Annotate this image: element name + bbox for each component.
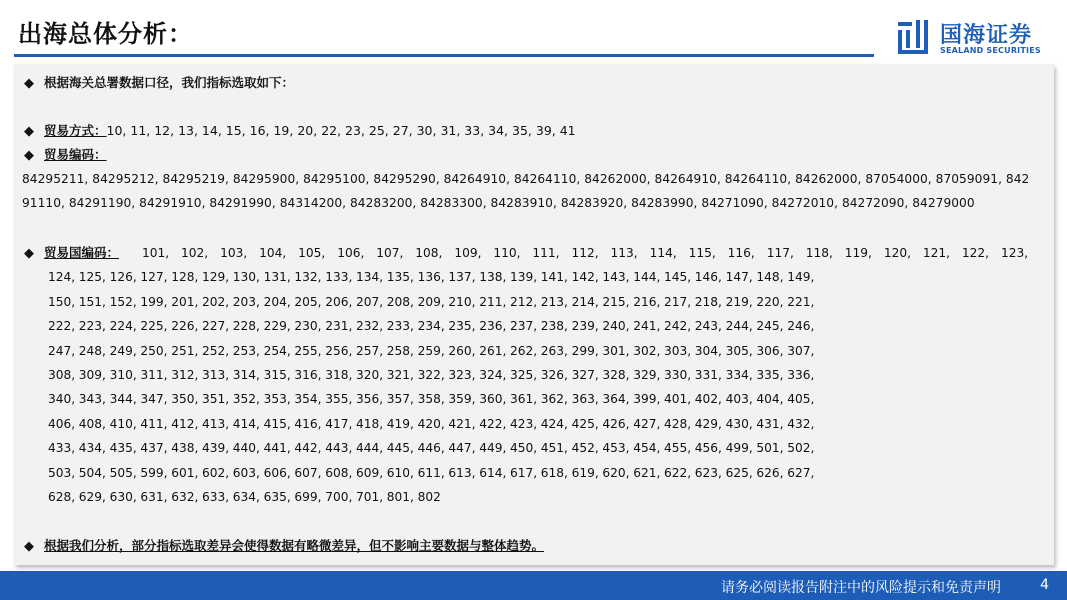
- country-code: 234,: [417, 319, 445, 334]
- analysis-note-text: 根据我们分析，部分指标选取差异会使得数据有略微差异，但不影响主要数据与整体趋势。: [44, 538, 545, 553]
- country-code: 257,: [356, 343, 384, 358]
- country-code: 216,: [633, 294, 661, 309]
- country-code: 149,: [787, 270, 815, 285]
- country-code: 326,: [540, 368, 568, 382]
- trade-mode-label: 贸易方式：: [44, 123, 107, 138]
- country-code: 306,: [756, 343, 784, 358]
- country-code: 425,: [571, 416, 599, 431]
- country-code: 413,: [202, 416, 230, 431]
- country-code: 231,: [325, 319, 353, 334]
- country-code: 418,: [356, 416, 384, 431]
- country-code: 353,: [263, 392, 291, 407]
- country-code: 259,: [417, 343, 445, 358]
- country-code: 112,: [571, 246, 599, 260]
- country-code: 447,: [448, 441, 476, 456]
- country-code: 503,: [48, 465, 76, 480]
- country-code: 633,: [202, 490, 230, 504]
- country-code: 101,: [142, 246, 170, 260]
- country-code: 263,: [540, 343, 568, 358]
- country-code: 456,: [694, 441, 722, 456]
- country-code: 610,: [386, 465, 414, 480]
- country-code: 120,: [883, 246, 911, 260]
- country-code: 502,: [787, 441, 815, 456]
- country-code: 601,: [171, 465, 199, 480]
- country-code: 361,: [510, 392, 538, 407]
- country-code: 350,: [171, 392, 199, 407]
- country-code: 416,: [294, 416, 322, 431]
- country-code: 106,: [337, 246, 365, 260]
- country-code: 329,: [633, 368, 661, 382]
- country-code: 629,: [78, 490, 106, 504]
- country-code: 316,: [294, 368, 322, 382]
- country-code: 430,: [725, 416, 753, 431]
- country-code: 617,: [510, 465, 538, 480]
- bullet-analysis-note: [24, 537, 544, 556]
- country-code: 432,: [787, 416, 815, 431]
- country-code: 261,: [479, 343, 507, 358]
- country-code: 419,: [386, 416, 414, 431]
- country-code: 122,: [961, 246, 990, 260]
- country-code: 320,: [356, 368, 384, 382]
- country-code: 325,: [510, 368, 538, 382]
- country-code: 135,: [386, 270, 414, 285]
- country-code: 443,: [325, 441, 353, 456]
- country-code: 363,: [571, 392, 599, 407]
- country-code: 301,: [602, 343, 630, 358]
- country-code: 203,: [232, 294, 260, 309]
- trade-mode-values: 10, 11, 12, 13, 14, 15, 16, 19, 20, 22, 23, 25, 27, 30, 31, 33, 34, 35, 39, 41: [106, 123, 576, 138]
- country-code: 420,: [417, 416, 445, 431]
- country-code: 148,: [756, 270, 784, 285]
- country-code: 225,: [140, 319, 168, 334]
- country-code: 313,: [202, 368, 230, 382]
- bullet-text: 根据海关总署数据口径，我们指标选取如下：: [44, 75, 295, 90]
- country-code: 139,: [510, 270, 538, 285]
- country-code: 433,: [48, 441, 76, 456]
- country-code: 102,: [181, 246, 209, 260]
- country-code: 128,: [171, 270, 199, 285]
- country-code: 151,: [78, 294, 106, 309]
- country-code: 235,: [448, 319, 476, 334]
- country-code: 351,: [202, 392, 230, 407]
- country-code: 133,: [325, 270, 353, 285]
- country-code: 236,: [479, 319, 507, 334]
- country-code: 603,: [232, 465, 260, 480]
- country-code: 240,: [602, 319, 630, 334]
- country-code: 347,: [140, 392, 168, 407]
- country-code: 340,: [48, 392, 76, 407]
- country-code: 127,: [140, 270, 168, 285]
- country-code: 437,: [140, 441, 168, 456]
- country-code: 414,: [232, 416, 260, 431]
- country-code: 104,: [259, 246, 287, 260]
- country-code: 222,: [48, 319, 76, 334]
- country-code: 621,: [633, 465, 661, 480]
- country-code: 618,: [540, 465, 568, 480]
- country-code: 358,: [417, 392, 445, 407]
- country-code: 249,: [109, 343, 137, 358]
- country-code: 628,: [48, 490, 76, 504]
- diamond-bullet-icon: ◆: [24, 124, 34, 139]
- country-code: 445,: [386, 441, 414, 456]
- country-code: 143,: [602, 270, 630, 285]
- country-code: 405,: [787, 392, 815, 407]
- country-code: 429,: [694, 416, 722, 431]
- country-code: 223,: [78, 319, 106, 334]
- footer-disclaimer: 请务必阅读报告附注中的风险提示和免责声明: [721, 580, 1001, 596]
- country-code: 362,: [540, 392, 568, 407]
- country-code: 132,: [294, 270, 322, 285]
- company-logo: [896, 16, 1056, 60]
- country-code: 303,: [664, 343, 692, 358]
- country-code: 439,: [202, 441, 230, 456]
- country-code: 626,: [756, 465, 784, 480]
- country-code: 434,: [78, 441, 106, 456]
- country-code: 125,: [78, 270, 106, 285]
- country-code: 245,: [756, 319, 784, 334]
- country-code: 308,: [48, 368, 76, 382]
- country-code: 321,: [386, 368, 414, 382]
- country-code: 630,: [109, 490, 137, 504]
- country-code: 428,: [664, 416, 692, 431]
- country-code-label: 贸易国编码：: [44, 245, 120, 260]
- country-code: 304,: [694, 343, 722, 358]
- country-code: 802: [417, 490, 441, 504]
- country-code: 228,: [232, 319, 260, 334]
- country-code: 315,: [263, 368, 291, 382]
- country-code: 634,: [232, 490, 260, 504]
- country-code: 108,: [415, 246, 443, 260]
- country-code: 401,: [664, 392, 692, 407]
- country-code: 141,: [540, 270, 568, 285]
- country-code: 113,: [610, 246, 638, 260]
- bullet-trade-mode: [24, 122, 576, 141]
- logo-text-cn: 国海证券: [940, 23, 1033, 48]
- country-code: 244,: [725, 319, 753, 334]
- trade-code-label: 贸易编码：: [44, 147, 107, 162]
- country-code: 145,: [664, 270, 692, 285]
- bullet-data-source: [24, 74, 294, 93]
- country-code: 150,: [48, 294, 76, 309]
- country-code: 330,: [664, 368, 692, 382]
- country-code: 146,: [694, 270, 722, 285]
- country-code: 299,: [571, 343, 599, 358]
- country-code: 119,: [844, 246, 872, 260]
- country-code: 450,: [510, 441, 538, 456]
- country-code: 318,: [325, 368, 353, 382]
- country-code: 311,: [140, 368, 168, 382]
- country-code: 453,: [602, 441, 630, 456]
- country-code: 256,: [325, 343, 353, 358]
- country-code: 335,: [756, 368, 784, 382]
- country-code: 213,: [540, 294, 568, 309]
- country-code: 623,: [694, 465, 722, 480]
- country-code: 248,: [78, 343, 106, 358]
- country-code: 620,: [602, 465, 630, 480]
- country-code: 252,: [202, 343, 230, 358]
- country-code: 202,: [202, 294, 230, 309]
- country-code: 412,: [171, 416, 199, 431]
- country-code: 242,: [664, 319, 692, 334]
- country-code: 357,: [386, 392, 414, 407]
- country-code: 111,: [532, 246, 560, 260]
- country-code: 129,: [202, 270, 230, 285]
- country-code: 134,: [356, 270, 384, 285]
- trade-code-line-1: 84295211, 84295212, 84295219, 84295900, 84295100, 84295290, 84264910, 84264110, 84262000, 84264910, 84264110, 84262000, 87054000, 87059091, 842: [22, 172, 1030, 186]
- country-code: 402,: [694, 392, 722, 407]
- country-code: 455,: [664, 441, 692, 456]
- country-code: 201,: [171, 294, 199, 309]
- country-code: 406,: [48, 416, 76, 431]
- country-code: 631,: [140, 490, 168, 504]
- country-code: 438,: [171, 441, 199, 456]
- country-code: 426,: [602, 416, 630, 431]
- country-code: 701,: [356, 490, 384, 504]
- country-code: 136,: [417, 270, 445, 285]
- country-code: 130,: [232, 270, 260, 285]
- country-code: 126,: [109, 270, 137, 285]
- country-code: 327,: [571, 368, 599, 382]
- country-code: 118,: [805, 246, 833, 260]
- country-code: 314,: [232, 368, 260, 382]
- country-code: 609,: [356, 465, 384, 480]
- bullet-trade-code: [24, 146, 107, 165]
- country-code: 627,: [787, 465, 815, 480]
- country-code: 599,: [140, 465, 168, 480]
- country-code: 505,: [109, 465, 137, 480]
- country-code: 116,: [727, 246, 755, 260]
- country-code: 411,: [140, 416, 168, 431]
- country-code: 619,: [571, 465, 599, 480]
- country-code: 227,: [202, 319, 230, 334]
- country-code: 404,: [756, 392, 784, 407]
- country-code: 207,: [356, 294, 384, 309]
- country-code: 446,: [417, 441, 445, 456]
- country-code: 700,: [325, 490, 353, 504]
- country-code: 230,: [294, 319, 322, 334]
- country-code: 212,: [510, 294, 538, 309]
- country-code: 262,: [510, 343, 538, 358]
- country-code: 504,: [78, 465, 106, 480]
- country-code: 449,: [479, 441, 507, 456]
- country-code: 440,: [232, 441, 260, 456]
- country-code: 233,: [386, 319, 414, 334]
- page-title: 出海总体分析：: [18, 20, 193, 48]
- diamond-bullet-icon: ◆: [24, 76, 34, 91]
- country-code: 107,: [376, 246, 404, 260]
- country-code: 123,: [1000, 246, 1029, 260]
- country-code: 328,: [602, 368, 630, 382]
- country-code: 205,: [294, 294, 322, 309]
- country-code: 442,: [294, 441, 322, 456]
- country-code: 218,: [694, 294, 722, 309]
- country-code: 250,: [140, 343, 168, 358]
- country-code: 217,: [664, 294, 692, 309]
- content-panel: [14, 64, 1054, 565]
- country-code: 210,: [448, 294, 476, 309]
- country-code: 613,: [448, 465, 476, 480]
- country-code: 309,: [78, 368, 106, 382]
- country-code: 410,: [109, 416, 137, 431]
- country-code: 422,: [479, 416, 507, 431]
- country-code: 254,: [263, 343, 291, 358]
- country-code: 699,: [294, 490, 322, 504]
- country-code: 334,: [725, 368, 753, 382]
- country-code: 501,: [756, 441, 784, 456]
- country-code: 356,: [356, 392, 384, 407]
- country-code: 109,: [454, 246, 482, 260]
- country-code: 632,: [171, 490, 199, 504]
- country-code: 110,: [493, 246, 521, 260]
- country-code: 247,: [48, 343, 76, 358]
- country-code: 625,: [725, 465, 753, 480]
- country-code: 360,: [479, 392, 507, 407]
- country-code: 310,: [109, 368, 137, 382]
- country-code: 323,: [448, 368, 476, 382]
- country-code: 238,: [540, 319, 568, 334]
- country-code: 331,: [694, 368, 722, 382]
- country-code: 352,: [232, 392, 260, 407]
- country-code: 142,: [571, 270, 599, 285]
- country-code: 237,: [510, 319, 538, 334]
- country-code: 431,: [756, 416, 784, 431]
- country-code: 253,: [232, 343, 260, 358]
- country-code: 258,: [386, 343, 414, 358]
- country-code: 454,: [633, 441, 661, 456]
- country-code: 115,: [688, 246, 716, 260]
- country-code: 415,: [263, 416, 291, 431]
- country-code: 229,: [263, 319, 291, 334]
- country-code: 427,: [633, 416, 661, 431]
- country-code: 243,: [694, 319, 722, 334]
- country-code: 241,: [633, 319, 661, 334]
- country-code: 221,: [787, 294, 815, 309]
- country-code: 255,: [294, 343, 322, 358]
- country-code: 336,: [787, 368, 815, 382]
- country-code: 801,: [386, 490, 414, 504]
- country-code: 354,: [294, 392, 322, 407]
- country-code: 103,: [220, 246, 248, 260]
- country-code: 147,: [725, 270, 753, 285]
- diamond-bullet-icon: ◆: [24, 246, 34, 261]
- country-code: 608,: [325, 465, 353, 480]
- footer-bar: [0, 571, 1067, 600]
- country-code: 343,: [78, 392, 106, 407]
- country-code: 421,: [448, 416, 476, 431]
- country-code: 219,: [725, 294, 753, 309]
- country-code: 359,: [448, 392, 476, 407]
- country-code: 302,: [633, 343, 661, 358]
- country-code: 131,: [263, 270, 291, 285]
- country-code: 417,: [325, 416, 353, 431]
- country-code: 614,: [479, 465, 507, 480]
- country-code: 305,: [725, 343, 753, 358]
- country-code: 408,: [78, 416, 106, 431]
- country-code: 226,: [171, 319, 199, 334]
- country-code: 322,: [417, 368, 445, 382]
- country-code: 403,: [725, 392, 753, 407]
- country-code: 124,: [48, 270, 76, 285]
- logo-text-en: SEALAND SECURITIES: [940, 46, 1041, 55]
- country-code: 622,: [664, 465, 692, 480]
- country-code: 399,: [633, 392, 661, 407]
- country-code: 611,: [417, 465, 445, 480]
- country-code: 239,: [571, 319, 599, 334]
- country-code: 114,: [649, 246, 677, 260]
- bullet-country-code: [24, 244, 119, 263]
- country-code: 444,: [356, 441, 384, 456]
- country-code: 211,: [479, 294, 507, 309]
- country-code: 215,: [602, 294, 630, 309]
- trade-code-line-2: 91110, 84291190, 84291910, 84291990, 84314200, 84283200, 84283300, 84283910, 84283920, 84283990, 84271090, 84272010, 84272090, 84279000: [22, 196, 975, 210]
- country-code: 121,: [922, 246, 950, 260]
- country-code: 452,: [571, 441, 599, 456]
- country-code: 451,: [540, 441, 568, 456]
- country-code: 117,: [766, 246, 794, 260]
- country-code: 137,: [448, 270, 476, 285]
- country-code: 208,: [386, 294, 414, 309]
- country-code: 344,: [109, 392, 137, 407]
- country-code: 251,: [171, 343, 199, 358]
- country-code: 209,: [417, 294, 445, 309]
- country-code: 144,: [633, 270, 661, 285]
- country-code: 199,: [140, 294, 168, 309]
- sealand-logo-icon: [896, 18, 934, 56]
- country-code: 307,: [787, 343, 815, 358]
- country-code: 423,: [510, 416, 538, 431]
- country-code: 607,: [294, 465, 322, 480]
- country-code: 152,: [109, 294, 137, 309]
- country-code: 635,: [263, 490, 291, 504]
- country-code: 355,: [325, 392, 353, 407]
- title-underline: [14, 54, 874, 57]
- country-code: 606,: [263, 465, 291, 480]
- country-code: 220,: [756, 294, 784, 309]
- country-code: 246,: [787, 319, 815, 334]
- country-code: 312,: [171, 368, 199, 382]
- page-number: 4: [1040, 577, 1049, 593]
- diamond-bullet-icon: ◆: [24, 539, 34, 554]
- country-code: 232,: [356, 319, 384, 334]
- country-code: 364,: [602, 392, 630, 407]
- country-code: 105,: [298, 246, 326, 260]
- country-code: 138,: [479, 270, 507, 285]
- country-code: 602,: [202, 465, 230, 480]
- country-code: 324,: [479, 368, 507, 382]
- country-code: 441,: [263, 441, 291, 456]
- country-code: 424,: [540, 416, 568, 431]
- diamond-bullet-icon: ◆: [24, 148, 34, 163]
- country-code: 214,: [571, 294, 599, 309]
- country-code: 224,: [109, 319, 137, 334]
- country-code: 204,: [263, 294, 291, 309]
- country-code: 499,: [725, 441, 753, 456]
- country-code: 260,: [448, 343, 476, 358]
- country-code: 435,: [109, 441, 137, 456]
- country-code: 206,: [325, 294, 353, 309]
